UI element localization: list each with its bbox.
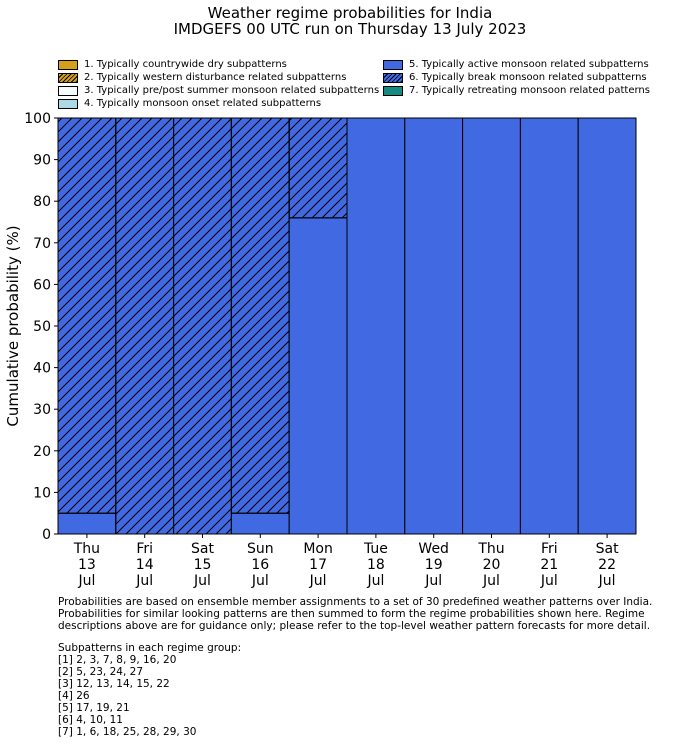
- x-tick-label: Jul: [598, 573, 616, 589]
- y-tick-label: 30: [33, 402, 51, 419]
- bar-hatch-sun-16-series-6: [231, 118, 289, 513]
- y-tick-label: 90: [33, 152, 51, 169]
- y-tick-label: 0: [42, 527, 51, 543]
- x-tick-label: Thu: [478, 541, 505, 557]
- subpattern-line-2: [2] 5, 23, 24, 27: [58, 666, 143, 678]
- bar-hatch-fri-14-series-6: [116, 118, 174, 534]
- subpattern-line-5: [5] 17, 19, 21: [58, 702, 130, 714]
- x-tick-label: Wed: [418, 541, 449, 557]
- bar-thu-20-series-5: [463, 118, 521, 534]
- subpattern-line-1: [1] 2, 3, 7, 8, 9, 16, 20: [58, 654, 177, 666]
- x-tick-label: Fri: [136, 541, 154, 557]
- x-tick-label: Fri: [540, 541, 558, 557]
- description-paragraph: Probabilities are based on ensemble member assignments to a set of 30 predefined weather patterns over India. Probabilities for similar looking patterns are then summed to form the regime probabilities shown here. Regime descriptions above are for guidance only; please refer to the top-level weather pattern forecasts for more detail.: [58, 596, 653, 632]
- chart-title: Weather regime probabilities for India: [207, 4, 493, 22]
- x-tick-label: Tue: [363, 541, 388, 557]
- bar-tue-18-series-5: [347, 118, 405, 534]
- y-tick-label: 100: [24, 111, 51, 127]
- x-tick-label: Jul: [136, 573, 154, 589]
- x-tick-label: 13: [77, 557, 96, 573]
- x-tick-label: Jul: [367, 573, 385, 589]
- legend-label: 7. Typically retreating monsoon related patterns: [409, 85, 650, 96]
- bar-wed-19-series-5: [405, 118, 463, 534]
- y-tick-label: 50: [33, 319, 51, 335]
- x-tick-label: 16: [251, 557, 270, 573]
- legend-label: 6. Typically break monsoon related subpatterns: [409, 72, 647, 83]
- x-tick-label: 14: [135, 557, 154, 573]
- x-tick-label: 20: [482, 557, 501, 573]
- x-tick-label: Sun: [246, 541, 274, 557]
- subpattern-line-3: [3] 12, 13, 14, 15, 22: [58, 678, 170, 690]
- subpattern-line-6: [6] 4, 10, 11: [58, 714, 123, 726]
- legend-label: 4. Typically monsoon onset related subpatterns: [84, 98, 322, 109]
- legend-label: 1. Typically countrywide dry subpatterns: [84, 59, 287, 70]
- legend-label: 5. Typically active monsoon related subpatterns: [409, 59, 649, 70]
- x-tick-label: 17: [309, 557, 328, 573]
- bar-sun-16-series-5: [231, 513, 289, 534]
- legend-label: 2. Typically western disturbance related subpatterns: [84, 72, 347, 83]
- y-tick-label: 20: [33, 443, 51, 460]
- x-tick-label: Jul: [194, 573, 211, 589]
- bar-sat-22-series-5: [578, 118, 636, 534]
- bar-fri-21-series-5: [520, 118, 578, 534]
- y-tick-label: 70: [33, 235, 51, 252]
- bar-mon-17-series-5: [289, 218, 347, 534]
- subpattern-line-7: [7] 1, 6, 18, 25, 28, 29, 30: [58, 726, 197, 738]
- subpatterns-heading: Subpatterns in each regime group:: [58, 642, 242, 654]
- chart-subtitle: IMDGEFS 00 UTC run on Thursday 13 July 2023: [173, 20, 527, 38]
- x-tick-label: Jul: [483, 573, 500, 589]
- x-tick-label: Sat: [595, 541, 619, 557]
- y-axis-label: Cumulative probability (%): [4, 225, 22, 427]
- x-tick-label: Thu: [73, 541, 101, 557]
- x-tick-label: Jul: [309, 573, 327, 589]
- bar-hatch-thu-13-series-6: [58, 118, 116, 513]
- x-tick-label: Sat: [191, 541, 214, 557]
- bar-hatch-sat-15-series-6: [174, 118, 232, 534]
- x-tick-label: Jul: [251, 573, 269, 589]
- x-tick-label: 22: [598, 557, 617, 573]
- y-tick-label: 40: [33, 360, 51, 377]
- x-tick-label: Jul: [78, 573, 96, 589]
- x-tick-label: 19: [424, 557, 443, 573]
- x-tick-label: Jul: [540, 573, 558, 589]
- bar-thu-13-series-5: [58, 513, 116, 534]
- x-tick-label: 21: [540, 557, 559, 573]
- x-tick-label: 15: [193, 557, 212, 573]
- subpattern-line-4: [4] 26: [58, 690, 90, 702]
- y-tick-label: 10: [33, 485, 51, 502]
- bar-hatch-mon-17-series-6: [289, 118, 347, 218]
- y-tick-label: 60: [33, 277, 51, 294]
- x-tick-label: 18: [366, 557, 385, 573]
- x-tick-label: Mon: [303, 541, 333, 557]
- legend-label: 3. Typically pre/post summer monsoon related subpatterns: [84, 85, 380, 96]
- y-tick-label: 80: [33, 194, 51, 211]
- x-tick-label: Jul: [425, 573, 443, 589]
